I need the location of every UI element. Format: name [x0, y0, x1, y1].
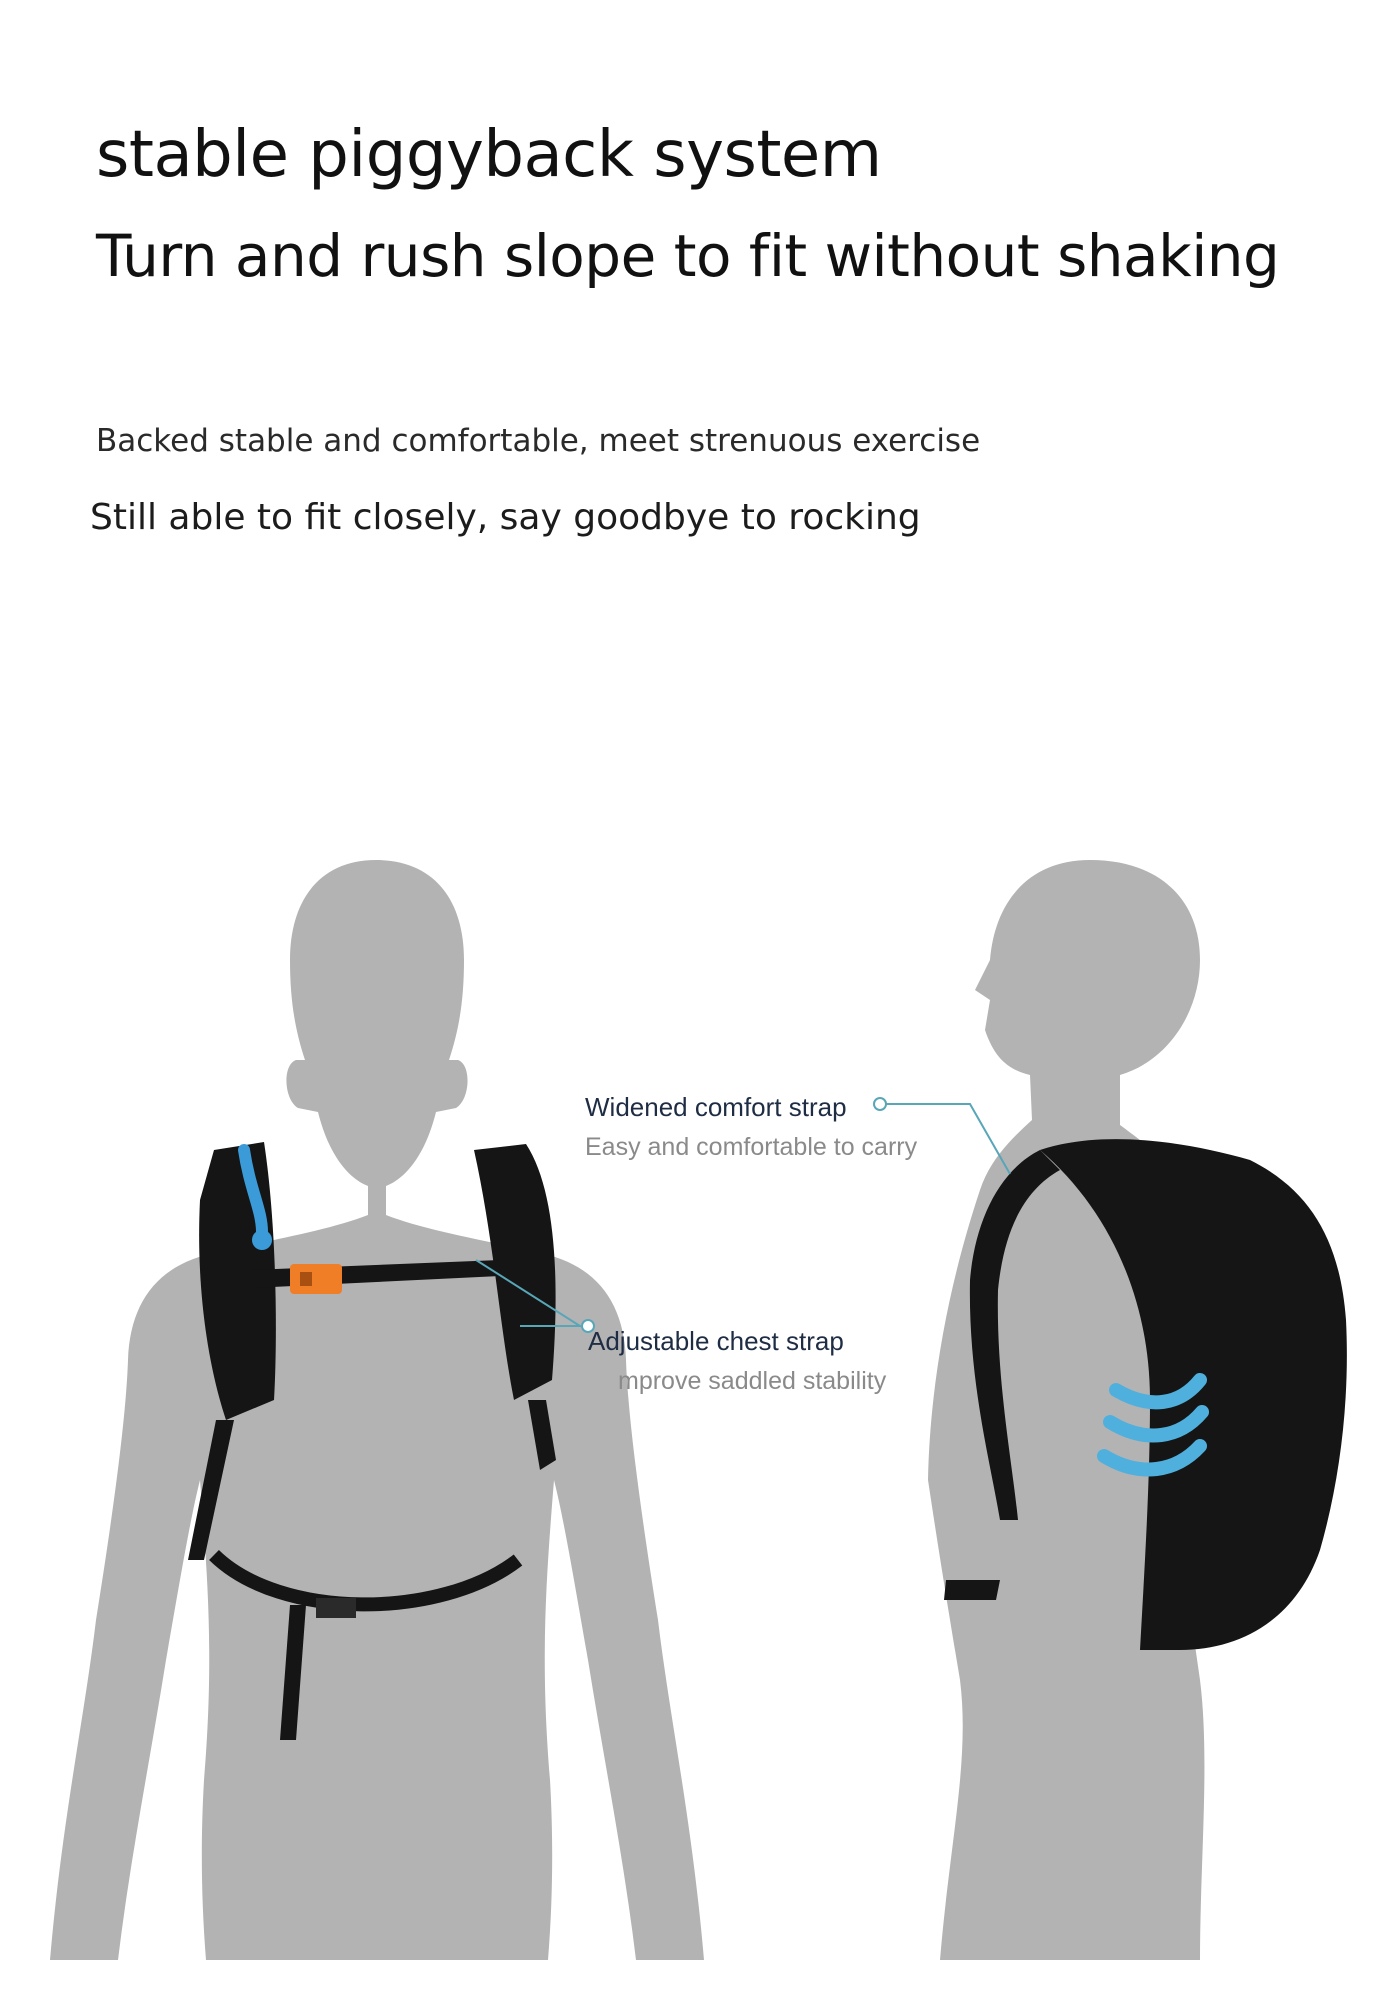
callout-chest-strap — [588, 1326, 886, 1396]
callout-strap-title: Widened comfort strap — [585, 1092, 847, 1122]
backpack-fit-illustration — [0, 860, 1400, 1960]
illustration-svg — [0, 860, 1400, 1960]
buckle-icon — [290, 1264, 342, 1294]
description-line-1: Backed stable and comfortable, meet strenuous exercise — [96, 423, 981, 459]
callout-widened-strap — [585, 1092, 917, 1162]
page-title: stable piggyback system — [96, 118, 882, 192]
description-line-2: Still able to fit closely, say goodbye to rocking — [90, 497, 921, 538]
callout-strap-description: Easy and comfortable to carry — [585, 1133, 918, 1161]
callout-chest-title: Adjustable chest strap — [588, 1326, 844, 1356]
callout-chest-description: mprove saddled stability — [618, 1367, 887, 1395]
front-silhouette — [50, 860, 704, 1960]
front-figure — [50, 860, 704, 1960]
page-subtitle: Turn and rush slope to fit without shaking — [96, 222, 1280, 290]
side-figure — [928, 860, 1347, 1960]
